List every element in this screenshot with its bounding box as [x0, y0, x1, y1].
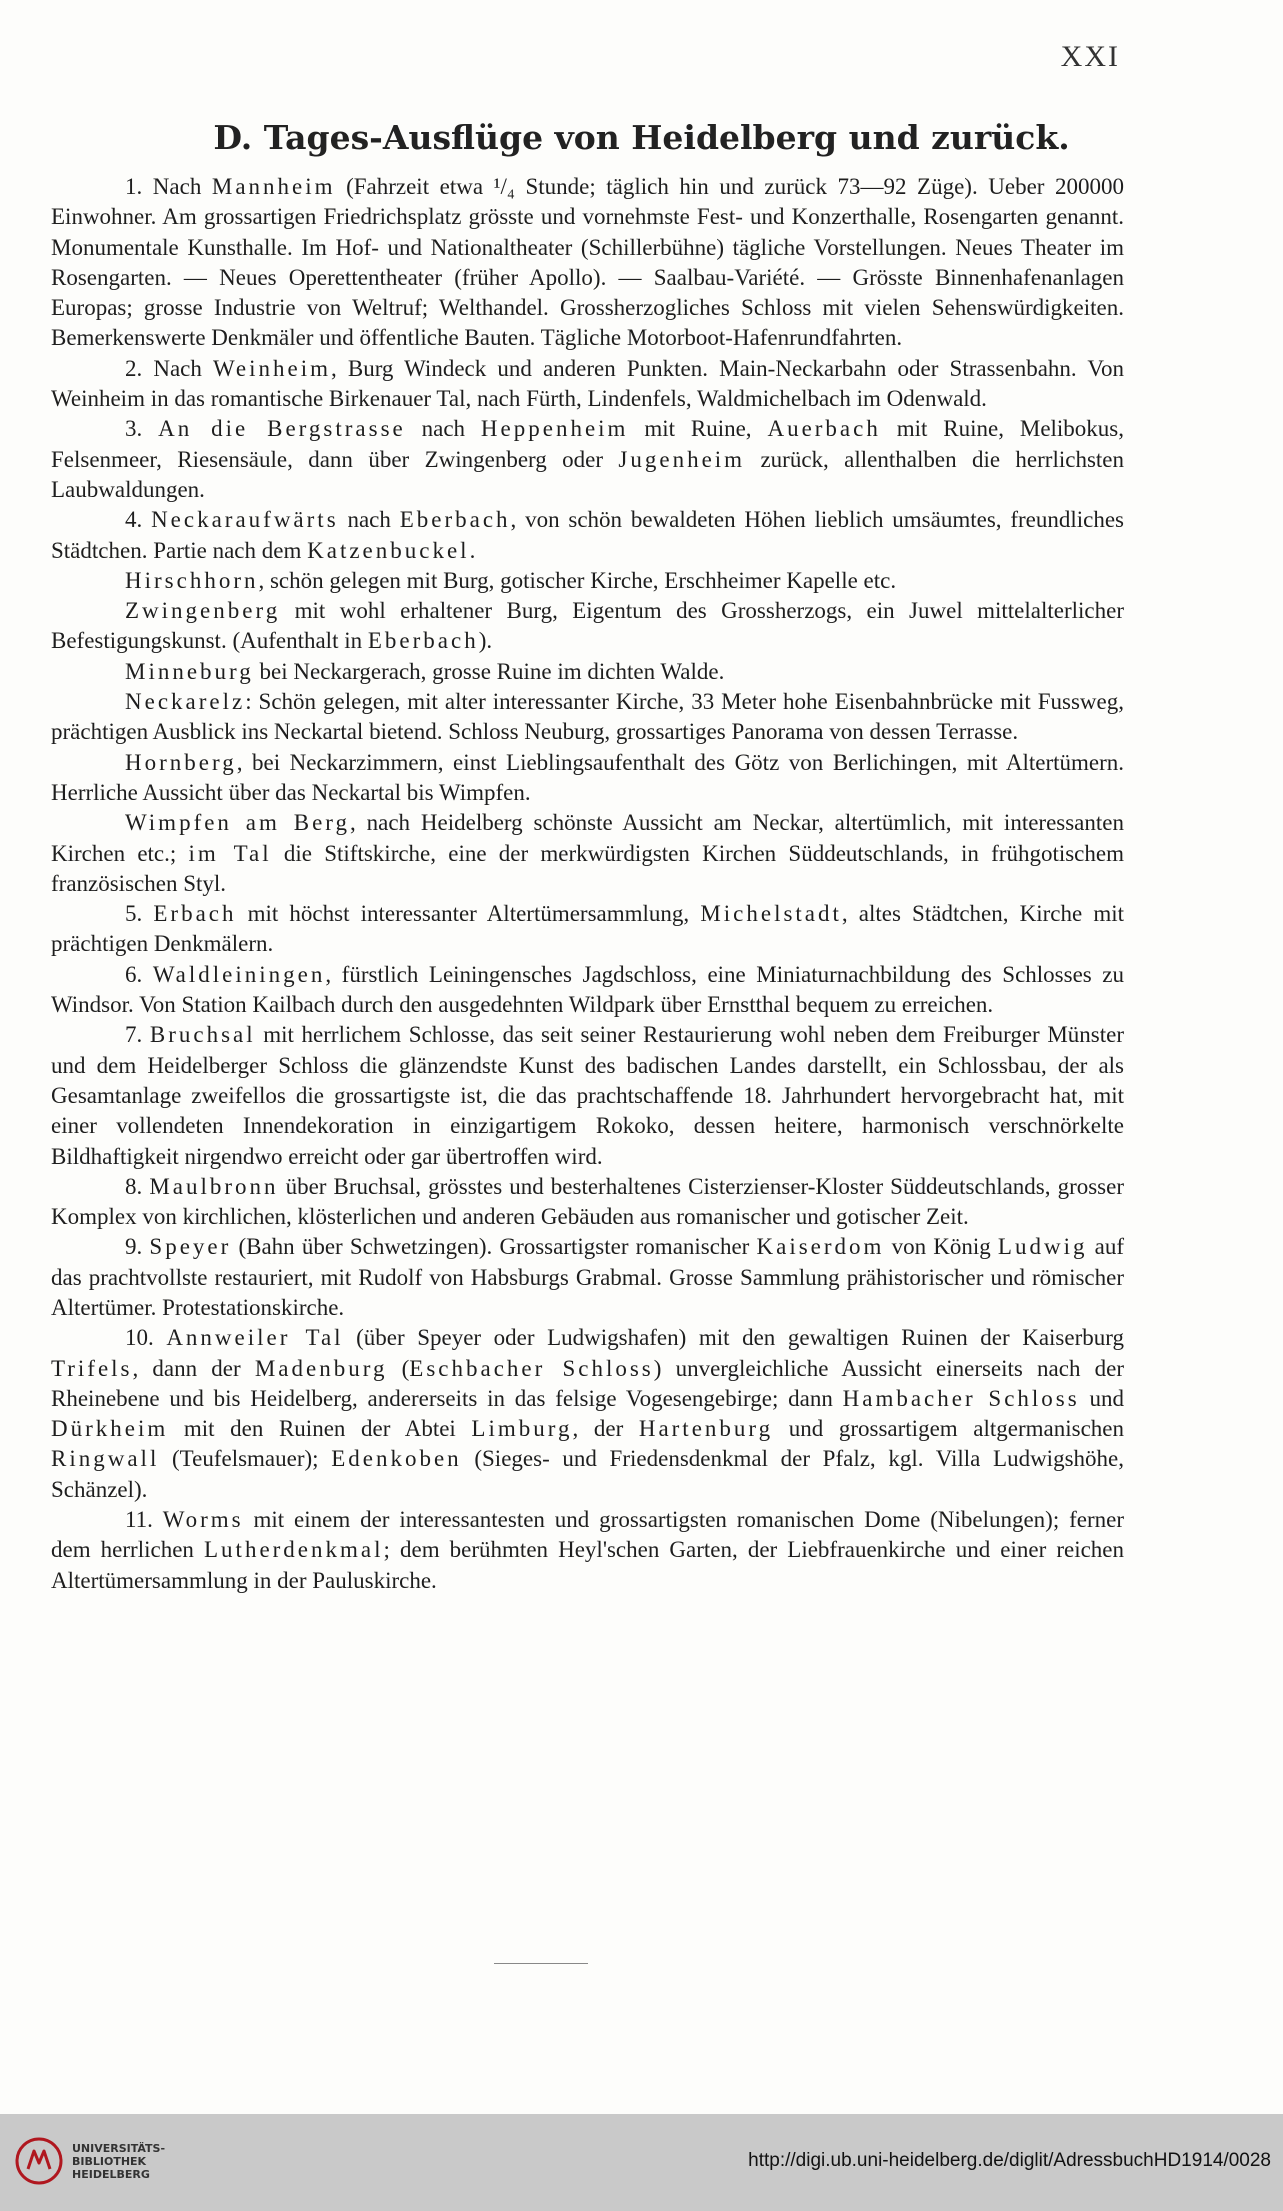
paragraph: [51, 172, 1124, 354]
text-run: (Bahn über Schwetzingen). Grossartigster romanischer: [231, 1234, 757, 1260]
paragraph: [51, 899, 1124, 960]
text-run: nach: [405, 416, 481, 442]
spaced-place-name: Bruchsal: [149, 1022, 256, 1048]
library-name-line: UNIVERSITÄTS-: [72, 2142, 166, 2155]
text-run: nach: [338, 507, 400, 533]
text-run: ; dem berühmten Heyl'schen Garten, der Liebfrauenkirche und einer reichen Altertümersammlung in der Pauluskirche.: [51, 1537, 1125, 1593]
text-run: bei Neckargerach, grosse Ruine im dichten Walde.: [253, 658, 725, 684]
page-title: D. Tages-Ausflüge von Heidelberg und zurück.: [213, 118, 1070, 157]
spaced-place-name: Hambacher Schloss: [842, 1385, 1080, 1411]
page-number: XXI: [1060, 40, 1120, 73]
footer-bar: [0, 2114, 1283, 2211]
spaced-place-name: im Tal: [188, 840, 272, 866]
library-name: [72, 2142, 165, 2181]
text-run: 10.: [125, 1325, 167, 1351]
text-run: (Teufelsmauer);: [159, 1446, 332, 1472]
text-run: über Bruchsal, grösstes und besterhaltenes Cisterzienser-Kloster Süddeutschlands, grosser Komplex von kirchlichen, klösterlichen und anderen Gebäuden aus romanischer und gotischer Zeit.: [51, 1173, 1124, 1230]
spaced-place-name: Maulbronn: [149, 1173, 279, 1199]
text-run: mit Ruine,: [628, 416, 768, 442]
text-run: , fürstlich Leiningensches Jagdschloss, eine Miniaturnachbildung des Schlosses zu Windsor. Von Station Kailbach durch den ausgedehnten Wildpark über Ernstthal bequem zu erreichen.: [51, 961, 1124, 1018]
text-run: , der: [572, 1416, 639, 1442]
spaced-place-name: Ludwig: [997, 1234, 1088, 1260]
text-run: 3.: [125, 416, 159, 442]
paragraph: [51, 1020, 1124, 1171]
spaced-place-name: Limburg: [471, 1416, 573, 1442]
text-run: 9.: [125, 1234, 150, 1260]
text-run: 6.: [125, 961, 153, 987]
end-divider: [494, 1963, 588, 1964]
spaced-place-name: Hartenburg: [638, 1416, 774, 1442]
spaced-place-name: Mannheim: [211, 174, 336, 199]
paragraph: [51, 1323, 1124, 1505]
spaced-place-name: Edenkoben: [331, 1446, 462, 1472]
spaced-place-name: Worms: [162, 1507, 244, 1533]
text-run: 2. Nach: [125, 355, 214, 381]
spaced-place-name: Neckarelz: [125, 689, 246, 715]
paragraph: [51, 808, 1124, 899]
spaced-place-name: Katzenbuckel: [307, 537, 470, 563]
text-run: von König: [884, 1234, 998, 1260]
text-run: .: [469, 537, 476, 563]
text-run: die Stiftskirche, eine der merkwürdigsten Kirchen Süddeutschlands, in frühgotischem französischen Styl.: [51, 840, 1124, 896]
text-run: 7.: [125, 1022, 150, 1048]
paragraph: [51, 566, 1124, 596]
text-run: 1. Nach: [125, 174, 212, 199]
text-run: mit wohl erhaltener Burg, Eigentum des Grossherzogs, ein Juwel mittelalterlicher Befestigungskunst. (Aufenthalt in: [51, 598, 1124, 654]
text-run: , altes Städtchen, Kirche mit prächtigen Denkmälern.: [51, 901, 1124, 957]
text-body: [51, 172, 1124, 1596]
text-run: ).: [478, 628, 493, 654]
spaced-place-name: Eberbach: [367, 628, 479, 654]
paragraph: [51, 1232, 1124, 1323]
text-run: , dann der: [132, 1355, 255, 1381]
paragraph: [51, 657, 1124, 687]
text-run: 5.: [125, 901, 154, 927]
spaced-place-name: Speyer: [149, 1234, 232, 1260]
text-run: auf das prachtvollste restauriert, mit Rudolf von Habsburgs Grabmal. Grosse Sammlung prähistorischer und römischer Altertümer. Protestationskirche.: [51, 1234, 1125, 1320]
spaced-place-name: Dürkheim: [51, 1416, 169, 1442]
spaced-place-name: Ringwall: [51, 1446, 160, 1472]
spaced-place-name: Trifels: [51, 1355, 133, 1381]
text-run: , schön gelegen mit Burg, gotischer Kirche, Erschheimer Kapelle etc.: [258, 567, 897, 593]
source-url[interactable]: http://digi.ub.uni-heidelberg.de/diglit/AdressbuchHD1914/0028: [748, 2150, 1271, 2171]
library-name-line: HEIDELBERG: [72, 2168, 150, 2181]
spaced-place-name: Kaiserdom: [756, 1234, 885, 1260]
spaced-place-name: Madenburg: [254, 1355, 388, 1381]
text-run: 8.: [125, 1173, 150, 1199]
library-name-line: BIBLIOTHEK: [72, 2155, 147, 2168]
text-run: : Schön gelegen, mit alter interessanter Kirche, 33 Meter hohe Eisenbahnbrücke mit Fussweg, prächtigen Ausblick ins Neckartal bietend. Schloss Neuburg, grossartiges Panorama von dessen Terrasse.: [51, 689, 1124, 745]
paragraph: [51, 596, 1124, 657]
text-run: und: [1079, 1385, 1124, 1411]
text-run: zurück, allenthalben die herrlichsten Laubwaldungen.: [51, 446, 1124, 502]
text-run: 11.: [125, 1507, 163, 1533]
spaced-place-name: Lutherdenkmal: [204, 1537, 384, 1563]
text-run: und grossartigem altgermanischen: [773, 1416, 1124, 1442]
spaced-place-name: Hirschhorn: [125, 567, 259, 593]
spaced-place-name: Waldleiningen: [152, 961, 326, 987]
spaced-place-name: Erbach: [153, 901, 237, 927]
spaced-place-name: Minneburg: [125, 658, 254, 684]
text-run: (Fahrzeit etwa ¹/₄ Stunde; täglich hin und zurück 73—92 Züge). Ueber 200000 Einwohner. Am grossartigen Friedrichsplatz grösste und vornehmste Fest- und Konzerthalle, Rosengarten genannt. Monumentale Kunsthalle. Im Hof- und Nationaltheater (Schillerbühne) tägliche Vorstellungen. Neues Theater im Rosengarten. — Neues Operettentheater (früher Apollo). — Saalbau-Variété. — Grösste Binnenhafenanlagen Europas; grosse Industrie von Weltruf; Welthandel. Grossherzogliches Schloss mit vielen Sehenswürdigkeiten. Bemerkenswerte Denkmäler und öffentliche Bauten. Tägliche Motorboot-Hafenrundfahrten.: [51, 174, 1124, 351]
spaced-place-name: Heppenheim: [480, 416, 629, 442]
text-run: ) unvergleichliche Aussicht einerseits nach der Rheinebene und bis Heidelberg, andererseits in das felsige Vogesengebirge; dann: [51, 1355, 1124, 1411]
spaced-place-name: Neckaraufwärts: [151, 507, 339, 533]
spaced-place-name: Eschbacher Schloss: [409, 1355, 654, 1381]
paragraph: [51, 354, 1124, 415]
text-run: , von schön bewaldeten Höhen lieblich umsäumtes, freundliches Städtchen. Partie nach dem: [51, 507, 1125, 563]
text-run: , bei Neckarzimmern, einst Lieblingsaufenthalt des Götz von Berlichingen, mit Altertümern. Herrliche Aussicht über das Neckartal bis Wimpfen.: [51, 749, 1124, 805]
spaced-place-name: Annweiler Tal: [166, 1325, 344, 1351]
paragraph: [51, 414, 1124, 505]
spaced-place-name: Jugenheim: [618, 446, 746, 472]
spaced-place-name: Auerbach: [767, 416, 881, 442]
paragraph: [51, 1505, 1124, 1596]
spaced-place-name: An die Bergstrasse: [158, 416, 406, 442]
text-run: mit herrlichem Schlosse, das seit seiner Restaurierung wohl neben dem Freiburger Münster und dem Heidelberger Schloss die glänzendste Kunst des badischen Landes darstellt, ein Schlossbau, der als Gesamtanlage zweifellos die grossartigste ist, die das prachtschaffende 18. Jahrhundert hervorgebracht hat, mit einer vollendeten Innendekoration in einzigartigem Rokoko, dessen heitere, harmonisch verschnörkelte Bildhaftigkeit nirgendwo erreicht oder gar übertroffen wird.: [51, 1022, 1124, 1169]
text-run: mit den Ruinen der Abtei: [168, 1416, 472, 1442]
text-run: mit einem der interessantesten und grossartigsten romanischen Dome (Nibelungen); ferner dem herrlichen: [51, 1507, 1124, 1563]
text-run: , nach Heidelberg schönste Aussicht am Neckar, altertümlich, mit interessanten Kirchen etc.;: [51, 810, 1124, 866]
paragraph: [51, 505, 1124, 566]
spaced-place-name: Zwingenberg: [125, 598, 281, 624]
text-run: (Sieges- und Friedensdenkmal der Pfalz, kgl. Villa Ludwigshöhe, Schänzel).: [51, 1446, 1124, 1502]
paragraph: [51, 960, 1124, 1021]
spaced-place-name: Michelstadt: [700, 901, 842, 927]
text-run: 4.: [125, 507, 152, 533]
paragraph: [51, 687, 1124, 748]
paragraph: [51, 748, 1124, 809]
text-run: , Burg Windeck und anderen Punkten. Main-Neckarbahn oder Strassenbahn. Von Weinheim in das romantische Birkenauer Tal, nach Fürth, Lindenfels, Waldmichelbach im Odenwald.: [51, 355, 1124, 412]
text-run: (: [387, 1355, 410, 1381]
text-run: mit Ruine, Melibokus, Felsenmeer, Riesensäule, dann über Zwingenberg oder: [51, 416, 1125, 472]
spaced-place-name: Eberbach: [399, 507, 511, 533]
spaced-place-name: Weinheim: [213, 355, 331, 381]
paragraph: [51, 1172, 1124, 1233]
spaced-place-name: Hornberg: [125, 749, 237, 775]
library-seal-icon: [14, 2136, 64, 2186]
text-run: (über Speyer oder Ludwigshafen) mit den gewaltigen Ruinen der Kaiserburg: [343, 1325, 1124, 1351]
text-run: mit höchst interessanter Altertümersammlung,: [236, 901, 701, 927]
spaced-place-name: Wimpfen am Berg: [125, 810, 351, 836]
